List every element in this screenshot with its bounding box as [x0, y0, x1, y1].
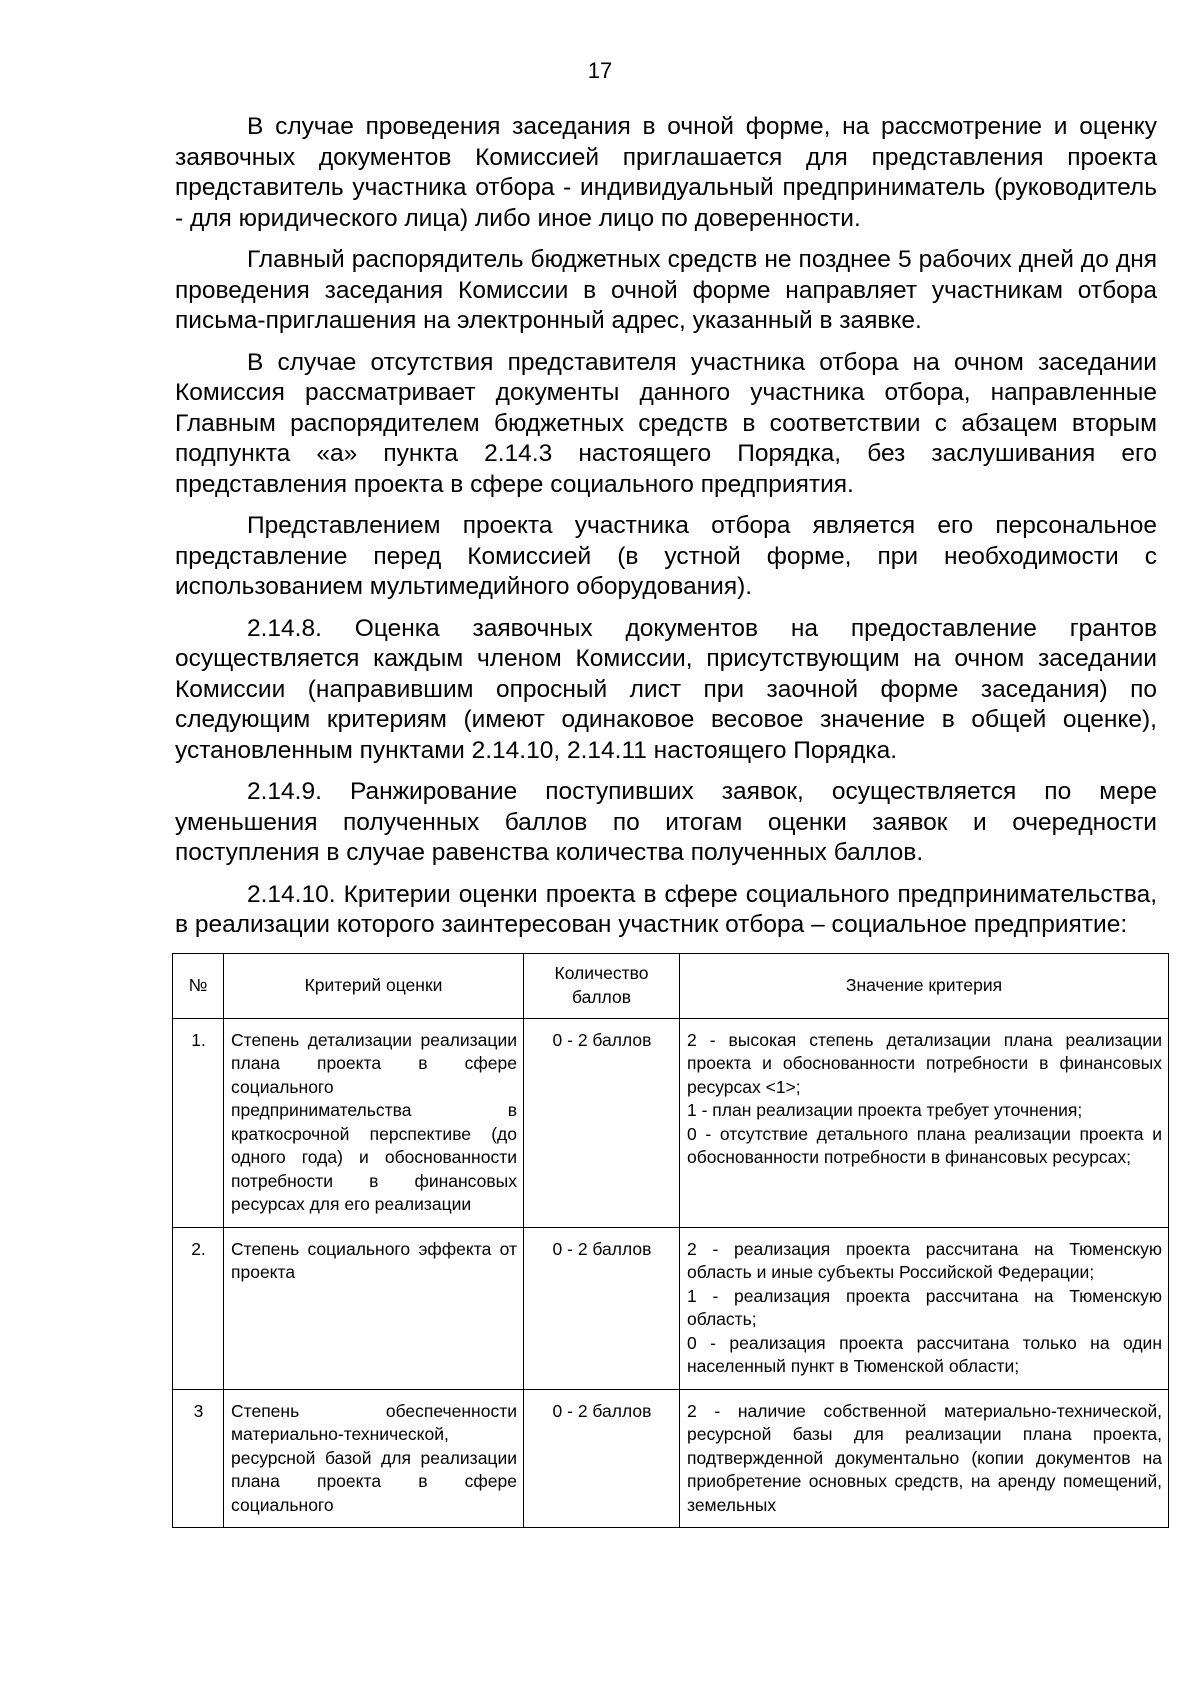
value-line: 0 - отсутствие детального плана реализации проекта и обоснованности потребности в финансовых ресурсах;: [687, 1123, 1162, 1167]
header-points: Количество баллов: [524, 953, 680, 1018]
paragraph: 2.14.9. Ранжирование поступивших заявок, осуществляется по мере уменьшения полученных баллов по итогам оценки заявок и очередности поступления в случае равенства количества полученных баллов.: [175, 778, 1157, 866]
row-value: [680, 1227, 1169, 1389]
value-line: 2 - реализация проекта рассчитана на Тюменскую область и иные субъекты Российской Федерации;: [687, 1238, 1162, 1282]
paragraph: Главный распорядитель бюджетных средств не позднее 5 рабочих дней до дня проведения заседания Комиссии в очной форме направляет участникам отбора письма-приглашения на электронный адрес, указанный в заявке.: [175, 246, 1157, 334]
row-points: 0 - 2 баллов: [524, 1227, 680, 1389]
value-line: 2 - наличие собственной материально-технической, ресурсной базы для реализации плана проекта, подтвержденной документально (копии документов на приобретение основных средств, на аренду помещений, земельных: [687, 1400, 1162, 1515]
table-header-row: [173, 953, 1169, 1018]
row-value: [680, 1018, 1169, 1227]
row-points: 0 - 2 баллов: [524, 1389, 680, 1528]
criteria-table: [172, 953, 1169, 1529]
row-number: 3: [173, 1389, 224, 1528]
value-line: 2 - высокая степень детализации плана реализации проекта и обоснованности потребности в финансовых ресурсах <1>;: [687, 1029, 1162, 1097]
row-criterion: Степень детализации реализации плана проекта в сфере социального предпринимательства в краткосрочной перспективе (до одного года) и обоснованности потребности в финансовых ресурсах для его реализации: [224, 1018, 524, 1227]
value-line: 0 - реализация проекта рассчитана только на один населенный пункт в Тюменской области;: [687, 1332, 1162, 1376]
document-body: [175, 112, 1162, 1528]
paragraph: Представлением проекта участника отбора является его персональное представление перед Комиссией (в устной форме, при необходимости с использованием мультимедийного оборудования).: [175, 512, 1157, 600]
paragraph: В случае отсутствия представителя участника отбора на очном заседании Комиссия рассматривает документы данного участника отбора, направленные Главным распорядителем бюджетных средств в соответствии с абзацем вторым подпункта «а» пункта 2.14.3 настоящего Порядка, без заслушивания его представления проекта в сфере социального предприятия.: [175, 348, 1157, 498]
table-row: [173, 1227, 1169, 1389]
header-value: Значение критерия: [680, 953, 1169, 1018]
row-criterion: Степень социального эффекта от проекта: [224, 1227, 524, 1389]
table-row: [173, 1389, 1169, 1528]
row-value: [680, 1389, 1169, 1528]
page-number: 17: [587, 58, 613, 83]
value-line: 1 - реализация проекта рассчитана на Тюменскую область;: [687, 1285, 1162, 1329]
row-points: 0 - 2 баллов: [524, 1018, 680, 1227]
header-criterion: Критерий оценки: [224, 953, 524, 1018]
header-number: №: [173, 953, 224, 1018]
paragraph: 2.14.10. Критерии оценки проекта в сфере социального предпринимательства, в реализации которого заинтересован участник отбора – социальное предприятие:: [175, 880, 1157, 938]
row-number: 1.: [173, 1018, 224, 1227]
table-row: [173, 1018, 1169, 1227]
paragraph: 2.14.8. Оценка заявочных документов на предоставление грантов осуществляется каждым членом Комиссии, присутствующим на очном заседании Комиссии (направившим опросный лист при заочной форме заседания) по следующим критериям (имеют одинаковое весовое значение в общей оценке), установленным пунктами 2.14.10, 2.14.11 настоящего Порядка.: [175, 614, 1157, 764]
value-line: 1 - план реализации проекта требует уточнения;: [687, 1100, 1083, 1120]
row-criterion: Степень обеспеченности материально-технической, ресурсной базой для реализации плана проекта в сфере социального: [224, 1389, 524, 1528]
paragraph: В случае проведения заседания в очной форме, на рассмотрение и оценку заявочных документов Комиссией приглашается для представления проекта представитель участника отбора - индивидуальный предприниматель (руководитель - для юридического лица) либо иное лицо по доверенности.: [175, 113, 1157, 232]
row-number: 2.: [173, 1227, 224, 1389]
